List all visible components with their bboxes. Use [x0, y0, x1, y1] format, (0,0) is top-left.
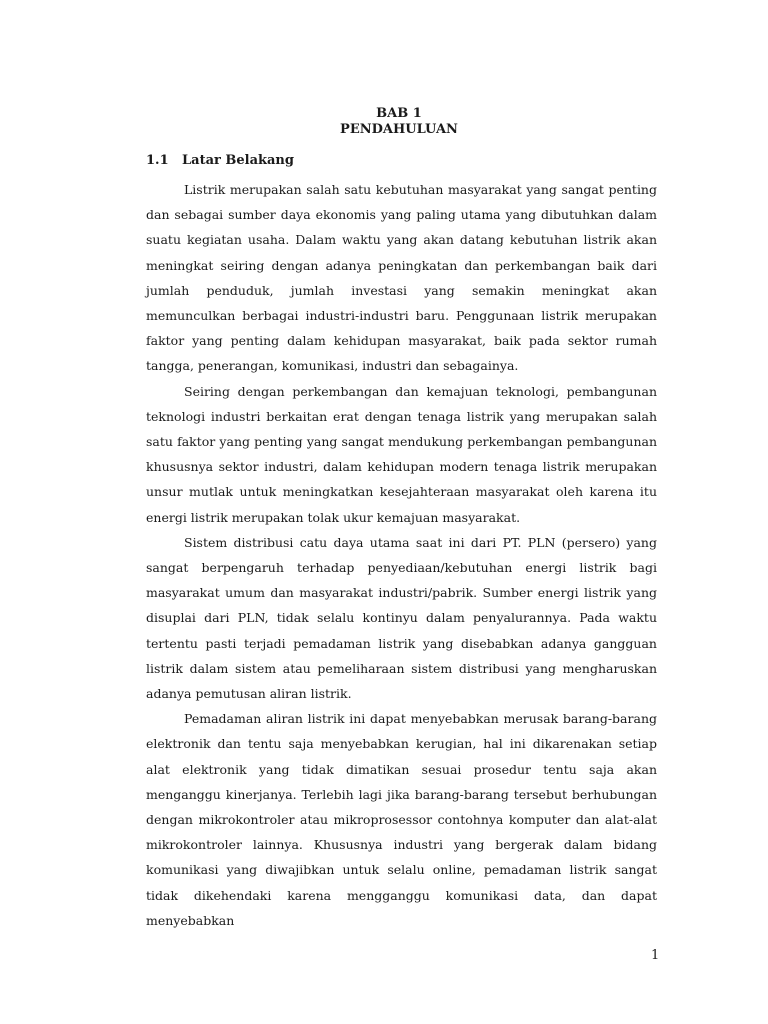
page-number: 1: [651, 948, 660, 963]
section-number: 1.1: [146, 153, 169, 168]
chapter-label: BAB 1: [376, 106, 422, 121]
section-title: Latar Belakang: [182, 153, 294, 168]
paragraph: Listrik merupakan salah satu kebutuhan masyarakat yang sangat penting dan sebagai sumber daya ekonomis yang paling utama yang dibutuhkan dalam suatu kegiatan usaha. Dalam waktu yang akan datang kebutuhan listrik akan meningkat seiring dengan adanya peningkatan dan perkembangan baik dari jumlah penduduk, jumlah investasi yang semakin meningkat akan memunculkan berbagai industri-industri baru. Penggunaan listrik merupakan faktor yang penting dalam kehidupan masyarakat, baik pada sektor rumah tangga, penerangan, komunikasi, industri dan sebagainya.: [146, 182, 657, 374]
chapter-title: PENDAHULUAN: [340, 122, 458, 137]
paragraph: Pemadaman aliran listrik ini dapat menyebabkan merusak barang-barang elektronik dan tentu saja menyebabkan kerugian, hal ini dikarenakan setiap alat elektronik yang tidak dimatikan sesuai prosedur tentu saja akan menganggu kinerjanya. Terlebih lagi jika barang-barang tersebut berhubungan dengan mikrokontroler atau mikroprosessor contohnya komputer dan alat-alat mikrokontroler lainnya. Khususnya industri yang bergerak dalam bidang komunikasi yang diwajibkan untuk selalu online, pemadaman listrik sangat tidak dikehendaki karena mengganggu komunikasi data, dan dapat menyebabkan: [146, 711, 657, 928]
paragraph: Sistem distribusi catu daya utama saat ini dari PT. PLN (persero) yang sangat berpengaruh terhadap penyediaan/kebutuhan energi listrik bagi masyarakat umum dan masyarakat industri/pabrik. Sumber energi listrik yang disuplai dari PLN, tidak selalu kontinyu dalam penyalurannya. Pada waktu tertentu pasti terjadi pemadaman listrik yang disebabkan adanya gangguan listrik dalam sistem atau pemeliharaan sistem distribusi yang mengharuskan adanya pemutusan aliran listrik.: [146, 534, 657, 702]
body-text: [146, 177, 657, 933]
paragraph: Seiring dengan perkembangan dan kemajuan teknologi, pembangunan teknologi industri berkaitan erat dengan tenaga listrik yang merupakan salah satu faktor yang penting yang sangat mendukung perkembangan pembangunan khususnya sektor industri, dalam kehidupan modern tenaga listrik merupakan unsur mutlak untuk meningkatkan kesejahteraan masyarakat oleh karena itu energi listrik merupakan tolak ukur kemajuan masyarakat.: [146, 383, 657, 525]
section-heading: [146, 153, 294, 169]
